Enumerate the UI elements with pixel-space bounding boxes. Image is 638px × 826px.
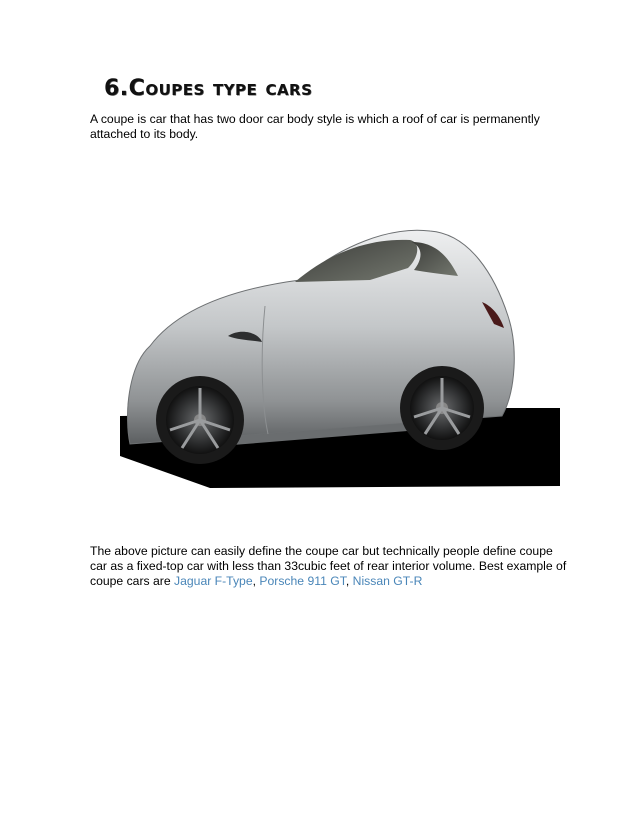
link-nissan-gt-r[interactable]: Nissan GT-R [352,574,423,588]
link-separator-2: , [345,574,353,588]
coupe-car-illustration [90,176,560,506]
link-porsche-911-gt[interactable]: Porsche 911 GT [259,574,346,588]
link-separator-1: , [252,574,260,588]
section-heading [104,76,312,101]
coupe-car-image [90,176,560,506]
section-number: 6. [104,76,129,101]
body-paragraph [90,544,570,589]
intro-paragraph: A coupe is car that has two door car body style is which a roof of car is permanently attached to its body. [90,112,540,141]
body-text: The above picture can easily define the coupe car but technically people define coupe car as a fixed-top car with less than 33cubic feet of rear interior volume. Best example of coupe cars are [90,544,567,588]
section-title: Coupes type cars [128,76,313,101]
link-jaguar-f-type[interactable]: Jaguar F-Type [174,574,253,588]
